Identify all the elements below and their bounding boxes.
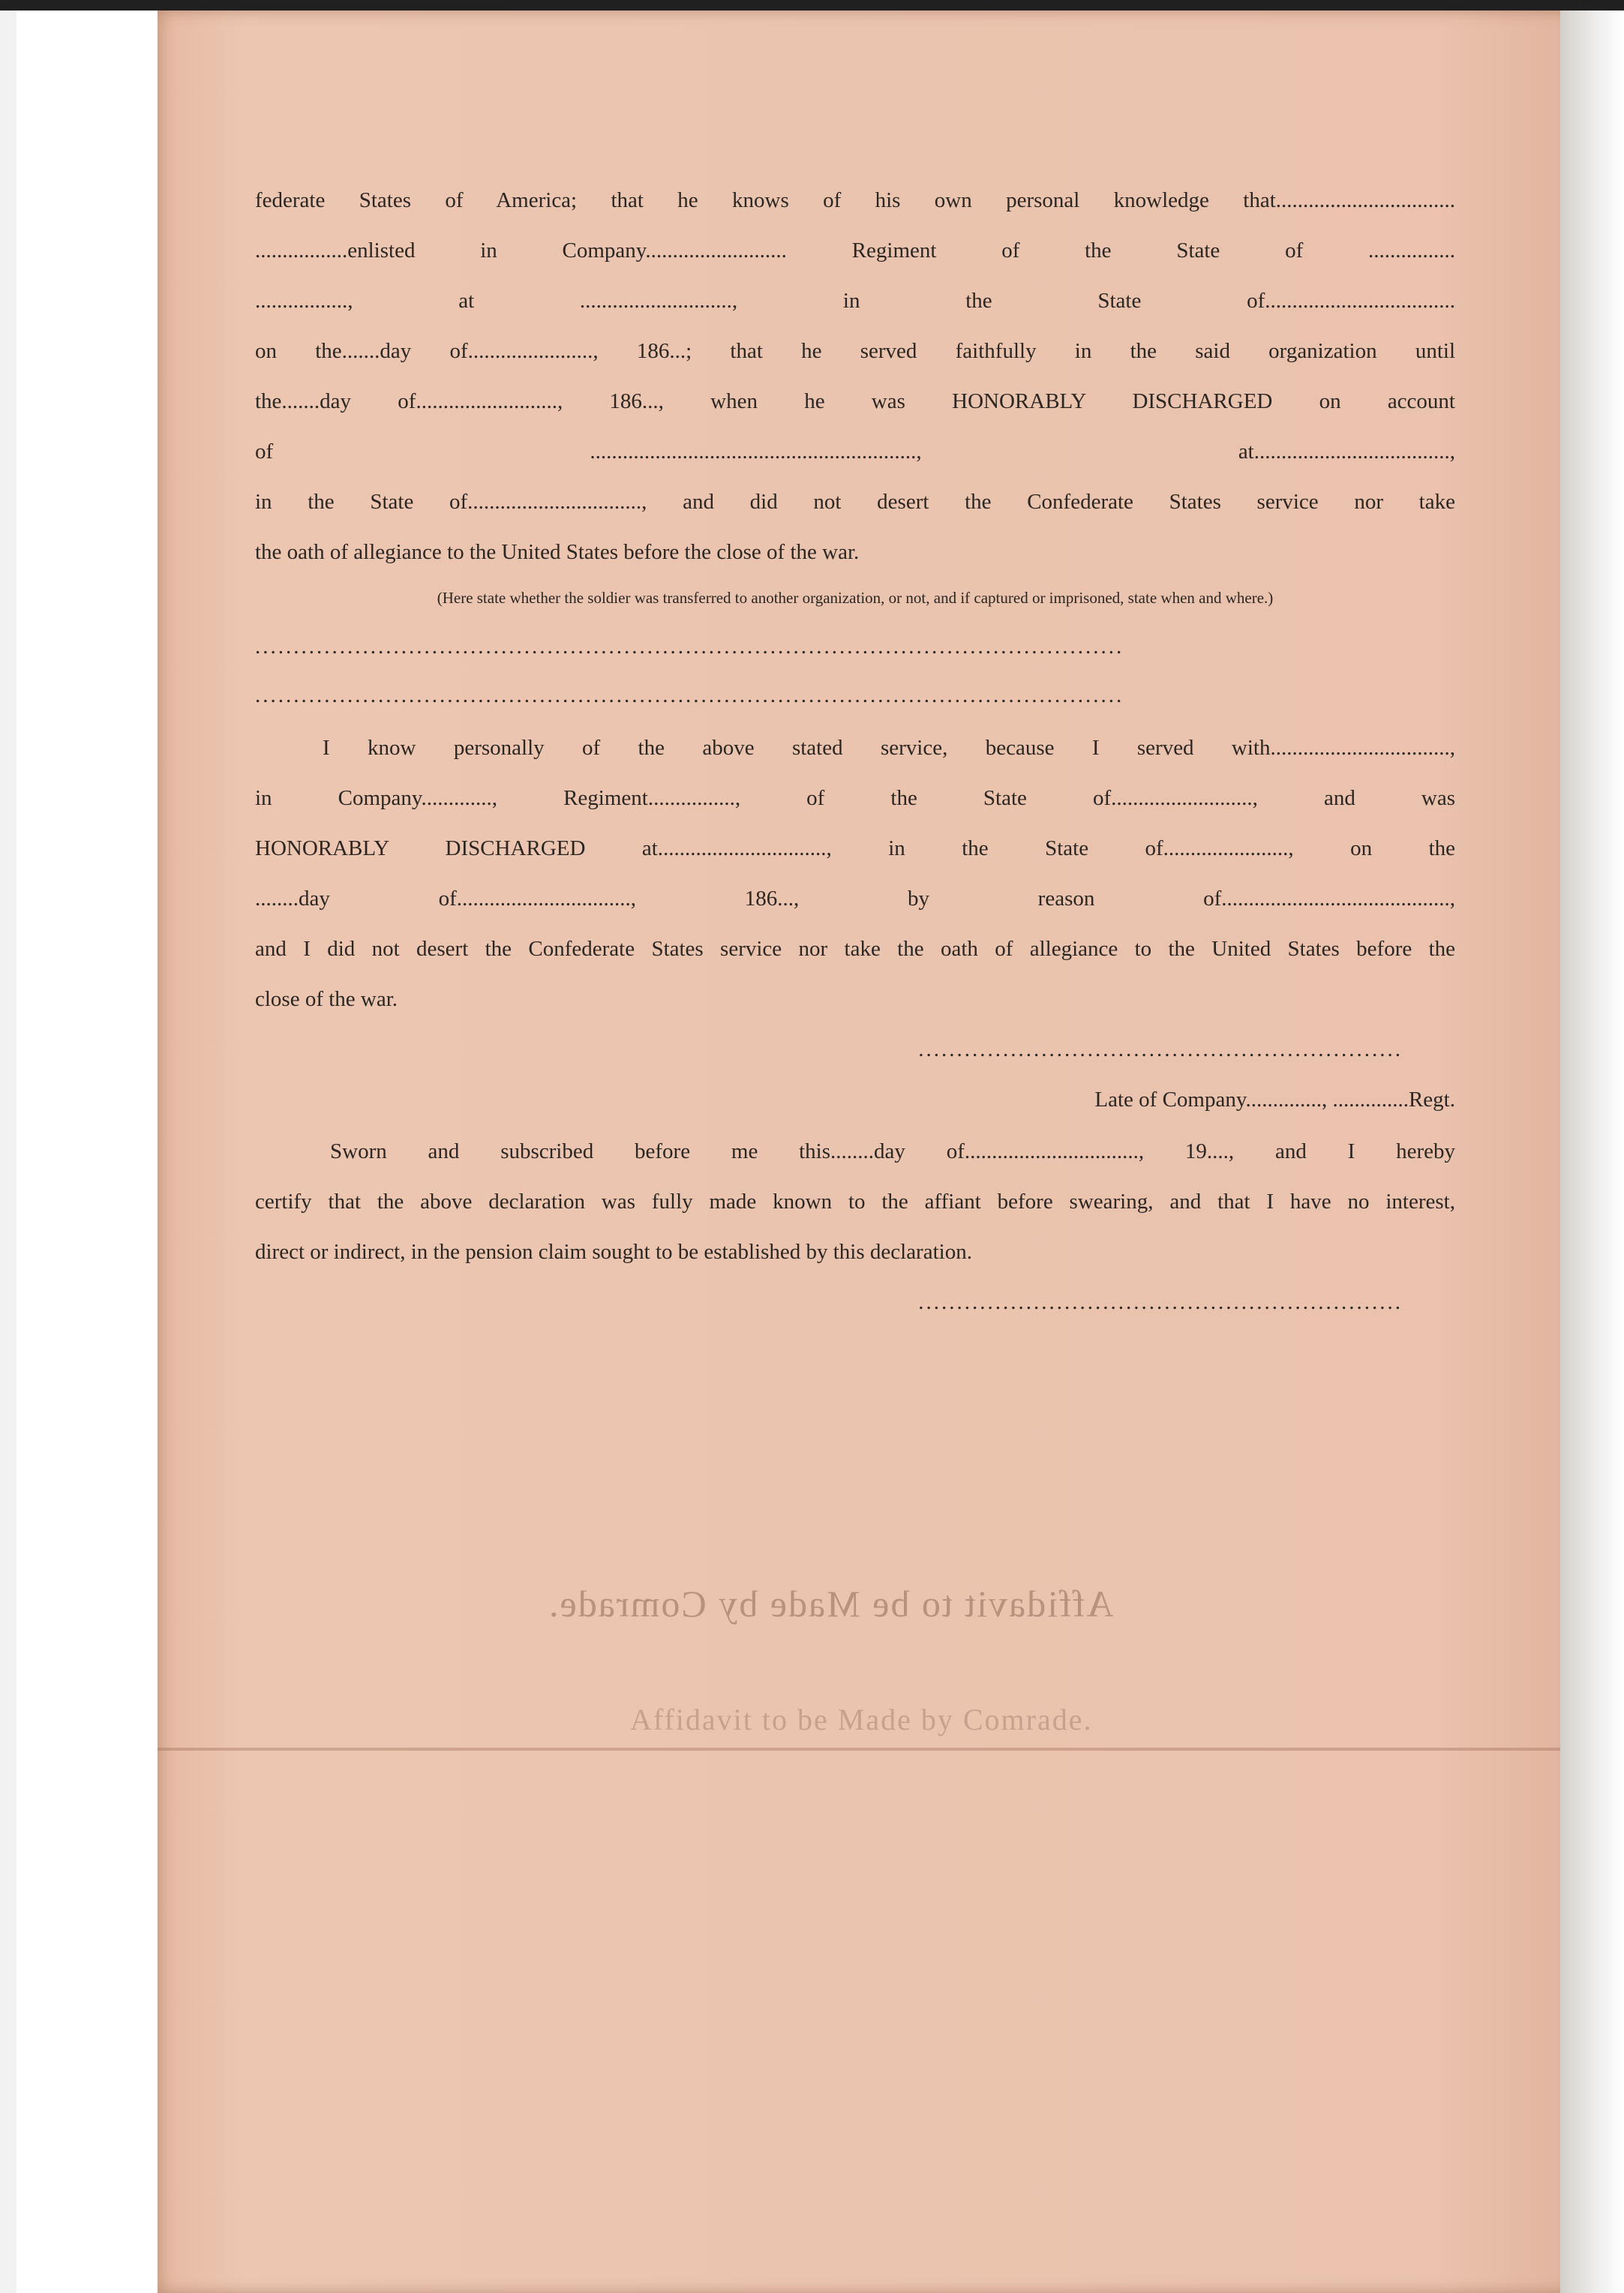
comrade-line-6: close of the war.	[255, 987, 398, 1011]
affidavit-line-4: on the.......day of......................., 186...; that he served faithfully in the said organization until	[255, 339, 1455, 363]
affidavit-line-2: .................enlisted in Company.......................... Regiment of the State of ................	[255, 239, 1455, 263]
scanner-left-margin	[0, 11, 17, 2293]
jurat-line-1: Sworn and subscribed before me this........day of................................, 19...., and I hereby	[330, 1139, 1455, 1163]
instruction-note: (Here state whether the soldier was transferred to another organization, or not, and if captured or imprisoned, state when and where.)	[437, 589, 1274, 607]
bleed-through-heading-2: Affidavit to be Made by Comrade.	[630, 1703, 1093, 1736]
official-signature-line: ...............................................................	[918, 1290, 1403, 1314]
comrade-line-4: ........day of................................, 186..., by reason of..........................................,	[255, 887, 1455, 911]
jurat-line-3: direct or indirect, in the pension claim sought to be established by this declaration.	[255, 1240, 972, 1264]
affidavit-line-1: federate States of America; that he knows of his own personal knowledge that.................................	[255, 188, 1455, 212]
scanner-top-edge	[0, 0, 1624, 11]
late-of-company: Late of Company.............., ..............Regt.	[1094, 1088, 1455, 1112]
comrade-line-1: I know personally of the above stated service, because I served with.................................,	[323, 736, 1455, 760]
comrade-line-3: HONORABLY DISCHARGED at..............................., in the State of......................., on the	[255, 836, 1455, 860]
affidavit-line-8: the oath of allegiance to the United States before the close of the war.	[255, 540, 860, 564]
blank-line-2: .................................................................................................................	[255, 683, 1124, 707]
affidavit-line-5: the.......day of.........................., 186..., when he was HONORABLY DISCHARGED on account	[255, 389, 1455, 413]
blank-line-1: .................................................................................................................	[255, 635, 1124, 659]
affidavit-line-3: ................., at ............................, in the State of...................................	[255, 289, 1455, 313]
affidavit-line-7: in the State of................................, and did not desert the Confederate States service nor take	[255, 490, 1455, 514]
comrade-line-2: in Company............., Regiment................, of the State of.........................., and was	[255, 786, 1455, 810]
bleed-through-heading: Affidavit to be Made by Comrade.	[548, 1583, 1114, 1625]
comrade-line-5: and I did not desert the Confederate States service nor take the oath of allegiance to the United States before the	[255, 937, 1455, 961]
jurat-line-2: certify that the above declaration was fully made known to the affiant before swearing, and that I have no interest,	[255, 1190, 1455, 1214]
paper-fold-crease	[158, 1748, 1583, 1751]
scanner-right-edge	[1560, 11, 1624, 2293]
comrade-signature-line: ...............................................................	[918, 1037, 1403, 1061]
affidavit-line-6: of ............................................................, at....................................,	[255, 440, 1455, 464]
